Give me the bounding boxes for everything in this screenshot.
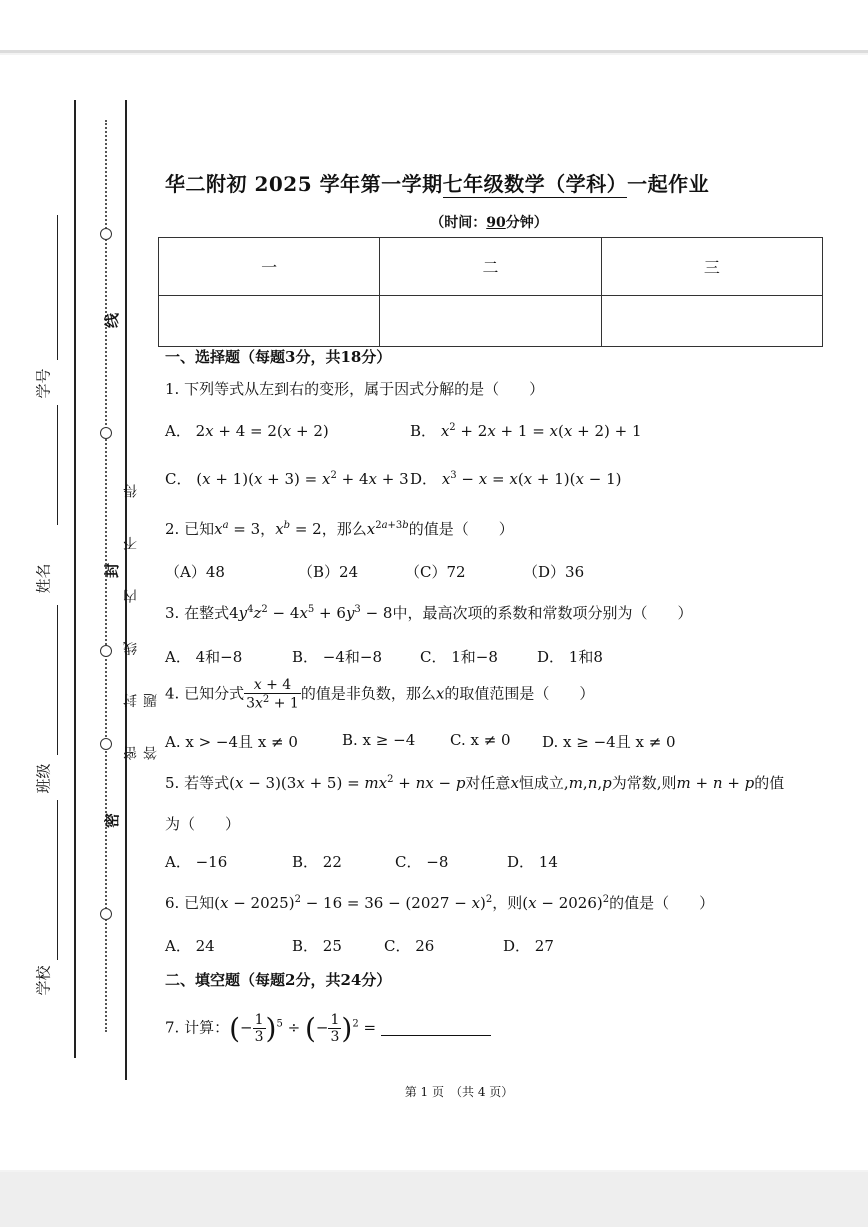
- q4-option-a: A. x > −4且 x ≠ 0: [165, 733, 298, 751]
- q5-option-a: A． −16: [165, 853, 228, 871]
- score-cell-1[interactable]: [159, 296, 380, 347]
- q5-option-d: D． 14: [507, 853, 558, 871]
- q5-mid3: 为常数,则: [611, 774, 677, 792]
- q1-a-label: A．: [165, 422, 191, 440]
- q1-c-label: C．: [165, 470, 192, 488]
- q5-suffix: 的值: [754, 774, 785, 792]
- q6-mid: ，则: [492, 894, 523, 912]
- q3-stem: 3. 在整式$4y^4z^2 - 4x^5 + 6y^3 - 8$中，最高次项的系数和常数项分别为（ ）: [165, 604, 693, 622]
- score-table: [158, 237, 823, 347]
- section1-header: 一、选择题（每题3分，共18分）: [165, 348, 392, 366]
- q2-mid: ，那么: [321, 520, 367, 538]
- exam-time: [0, 212, 868, 232]
- viewer-top-bar: [0, 0, 868, 53]
- q5-option-c: C． −8: [395, 853, 449, 871]
- q4-option-c: C. x ≠ 0: [450, 731, 511, 749]
- field-school-label: 学校: [34, 965, 53, 996]
- seal-mi: 密: [103, 812, 122, 829]
- binding-hole-5: [100, 908, 112, 920]
- page-footer: 第 1 页 （共 4 页）: [404, 1085, 514, 1099]
- q7-stem: 7. 计算：(− $\frac{1}{3}$ )$^5$ ÷ (− $\frac{1}{3}$ )$^2$ =: [165, 1012, 491, 1045]
- seal-warning-text: 密 封 线 内 不 得 答 题: [123, 466, 159, 760]
- q2-option-a: （A）48: [165, 563, 225, 581]
- q5-option-b: B． 22: [292, 853, 342, 871]
- q4-fraction: $\frac{x + 4}{3x^2 + 1}$: [246, 677, 299, 712]
- q5-prefix: 5. 若等式: [165, 774, 230, 792]
- title-grade: 七年级: [442, 172, 505, 196]
- q1-option-c: C． $(x + 1)(x + 3) = x^2 + 4x + 3$: [165, 470, 409, 488]
- q2-option-c: （C）72: [405, 563, 466, 581]
- section2-header: 二、填空题（每题2分，共24分）: [165, 971, 392, 989]
- q7-prefix: 7. 计算：: [165, 1018, 230, 1037]
- field-id-line: [57, 215, 58, 360]
- q3-prefix: 3. 在整式: [165, 604, 230, 622]
- score-header-1: 一: [159, 238, 380, 296]
- q2-option-b: （B）24: [298, 563, 359, 581]
- q4-option-b: B. x ≥ −4: [342, 731, 416, 749]
- q3-option-d: D． 1和8: [537, 648, 603, 666]
- field-id-line-2: [57, 405, 58, 525]
- q1-option-d: D． $x^3 - x = x(x + 1)(x - 1)$: [410, 470, 622, 488]
- time-prefix: （时间：: [430, 215, 487, 231]
- field-class-line: [57, 800, 58, 960]
- q6-option-c: C． 26: [384, 937, 435, 955]
- score-cell-2[interactable]: [380, 296, 601, 347]
- q1-b-label: B．: [410, 422, 437, 440]
- q4-suffix: 的值是非负数，那么: [300, 684, 436, 703]
- q6-option-d: D． 27: [503, 937, 554, 955]
- binding-hole-3: [100, 645, 112, 657]
- title-part2: 一起作业: [627, 172, 710, 196]
- field-class-label: 班级: [34, 763, 53, 794]
- q4-prefix: 4. 已知分式: [165, 684, 245, 703]
- q2-suffix: 的值是（ ）: [408, 520, 514, 538]
- q6-suffix: 的值是（ ）: [609, 894, 715, 912]
- q1-option-b: B． $x^2 + 2x + 1 = x(x + 2) + 1$: [410, 422, 642, 440]
- title-subject: 数学（学科）: [504, 172, 628, 196]
- binding-hole-4: [100, 738, 112, 750]
- q3-option-a: A． 4和−8: [165, 648, 243, 666]
- q6-option-a: A． 24: [165, 937, 215, 955]
- page-gap: [0, 1172, 868, 1227]
- q4-end: 的取值范围是（ ）: [444, 684, 595, 703]
- score-cell-3[interactable]: [601, 296, 822, 347]
- q6-prefix: 6. 已知: [165, 894, 215, 912]
- binding-hole-2: [100, 427, 112, 439]
- q3-option-b: B． −4和−8: [292, 648, 383, 666]
- q4-option-d: D. x ≥ −4且 x ≠ 0: [542, 733, 676, 751]
- q5-line2: 为（ ）: [165, 815, 241, 833]
- q4-stem: 4. 已知分式 $\frac{x + 4}{3x^2 + 1}$ 的值是非负数，那么x的取值范围是（ ）: [165, 677, 595, 712]
- q6-stem: 6. 已知$(x - 2025)^2 - 16 = 36 - (2027 - x)^2$，则$(x - 2026)^2$的值是（ ）: [165, 894, 715, 912]
- field-name-label: 姓名: [34, 563, 53, 594]
- time-minutes: 90: [486, 215, 506, 231]
- seal-xian: 线: [103, 312, 122, 329]
- title-part1: 华二附初 2025 学年第一学期: [165, 172, 443, 196]
- q1-stem: 1. 下列等式从左到右的变形，属于因式分解的是（ ）: [165, 380, 545, 398]
- q3-suffix: 中，最高次项的系数和常数项分别为（ ）: [392, 604, 693, 622]
- field-name-line: [57, 605, 58, 755]
- q5-mid2: 恒成立,: [518, 774, 569, 792]
- time-suffix: 分钟）: [505, 215, 548, 231]
- q2-stem: 2. 已知$x^a = 3$，$x^b = 2$，那么$x^{2a+3b}$的值是（ ）: [165, 520, 514, 538]
- q7-answer-blank[interactable]: [381, 1035, 491, 1036]
- q1-option-a: A． 2x + 4 = 2(x + 2): [165, 422, 329, 440]
- q2-option-d: （D）36: [523, 563, 585, 581]
- q5-mid: 对任意: [465, 774, 511, 792]
- q6-option-b: B． 25: [292, 937, 342, 955]
- exam-title: [165, 168, 709, 197]
- margin-outer-line: [74, 100, 76, 1058]
- seal-feng: 封: [103, 562, 122, 579]
- q3-option-c: C． 1和−8: [420, 648, 498, 666]
- q2-prefix: 2. 已知: [165, 520, 215, 538]
- field-id-label: 学号: [34, 368, 53, 399]
- score-header-2: 二: [380, 238, 601, 296]
- score-header-3: 三: [601, 238, 822, 296]
- q5-stem: 5. 若等式$(x - 3)(3x + 5) = mx^2$ + nx − p对任意x恒成立,m,n,p为常数,则m + n + p的值: [165, 774, 785, 792]
- q1-d-label: D．: [410, 470, 438, 488]
